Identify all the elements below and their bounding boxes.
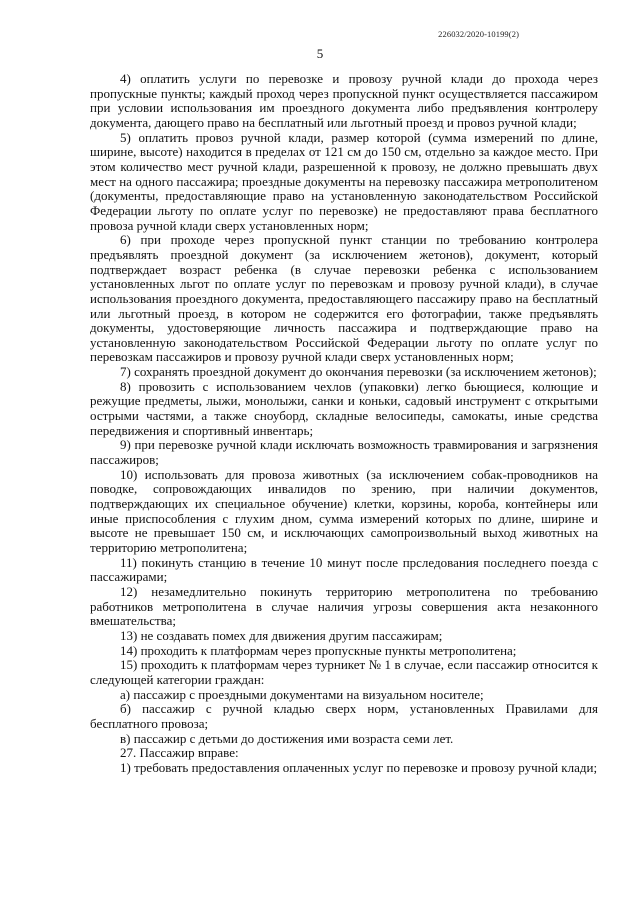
paragraph-subitem-v: в) пассажир с детьми до достижения ими возраста семи лет.: [120, 730, 454, 746]
paragraph-item-12: 12) незамедлительно покинуть территорию метрополитена по требованию работников метрополитена в случае наличия угрозы совершения акта незаконного вмешательства;: [90, 583, 598, 629]
paragraph-item-11: 11) покинуть станцию в течение 10 минут после прследования последнего поезда с пассажирами;: [90, 554, 598, 585]
paragraph-subitem-a: а) пассажир с проездными документами на визуальном носителе;: [120, 686, 484, 702]
document-number: 226032/2020-10199(2): [438, 29, 519, 39]
paragraph-item-7: 7) сохранять проездной документ до окончания перевозки (за исключением жетонов);: [120, 364, 597, 380]
section-heading-27: 27. Пассажир вправе:: [120, 745, 239, 761]
paragraph-subitem-b: б) пассажир с ручной кладью сверх норм, установленных Правилами для бесплатного провоза;: [90, 701, 598, 731]
paragraph-item-10: 10) использовать для провоза животных (за исключением собак-проводников на поводке, сопровождающих инвалидов по зрению, при наличии документов, подтверждающих их специальное обучение) клетки, корзины, короба, контейнеры или иные приспособления с глухим дном, сумма измерений которых по длине, ширине и высоте не превышает 150 см, и исключающих самопроизвольный выход животных на территорию метрополитена;: [90, 466, 598, 555]
document-body: [90, 72, 598, 776]
paragraph-item-4: 4) оплатить услуги по перевозке и провозу ручной клади до прохода через пропускные пункты; каждый проход через пропускной пункт осуществляется пассажиром при условии использования им проездного документа либо предъявления контролеру документа, дающего право на бесплатный или льготный проезд и провоз ручной клади;: [90, 71, 598, 130]
paragraph-item-5: 5) оплатить провоз ручной клади, размер которой (сумма измерений по длине, ширине, высоте) находится в пределах от 121 см до 150 см, отдельно за каждое место. При этом количество мест ручной клади, разрешенной к провозу, не должно превышать двух мест на одного пассажира; проездные документы на перевозку пассажира метрополитеном (документы, предоставляющие право на установленную законодательством Российской Федерации льготу по оплате услуг по перевозке) не предоставляют права бесплатного провоза ручной клади сверх установленных норм;: [90, 129, 598, 233]
paragraph-item-9: 9) при перевозке ручной клади исключать возможность травмирования и загрязнения пассажиров;: [90, 437, 598, 468]
paragraph-item-8: 8) провозить с использованием чехлов (упаковки) легко бьющиеся, колющие и режущие предметы, лыжи, монолыжи, санки и коньки, садовый инструмент с открытыми острыми частями, а также сноуборд, складные велосипеды, самокаты, иные средства передвижения и спортивный инвентарь;: [90, 378, 598, 438]
paragraph-item-6: 6) при проходе через пропускной пункт станции по требованию контролера предъявлять проездной документ (за исключением жетонов), документ, который подтверждает возраст ребенка (в случае перевозки ребенка с использованием установленных льгот по оплате услуг по перевозкам и провозу ручной клади), в случае использования проездного документа, предоставляющего пассажиру право на бесплатный или льготный проезд, в котором не содержится его фотографии, также предъявлять документы, удостоверяющие личность пассажира и подтверждающие право на установленную законодательством Российской Федерации льготу по оплате услуг по перевозкам пассажиров и провозу ручной клади сверх установленных норм;: [90, 232, 598, 365]
paragraph-item-14: 14) проходить к платформам через пропускные пункты метрополитена;: [120, 642, 517, 658]
paragraph-item-13: 13) не создавать помех для движения другим пассажирам;: [120, 627, 443, 643]
paragraph-rights-1: 1) требовать предоставления оплаченных услуг по перевозке и провозу ручной клади;: [120, 759, 598, 775]
page-number: 5: [316, 46, 324, 61]
paragraph-item-15: 15) проходить к платформам через турникет № 1 в случае, если пассажир относится к следующей категории граждан:: [90, 657, 598, 687]
